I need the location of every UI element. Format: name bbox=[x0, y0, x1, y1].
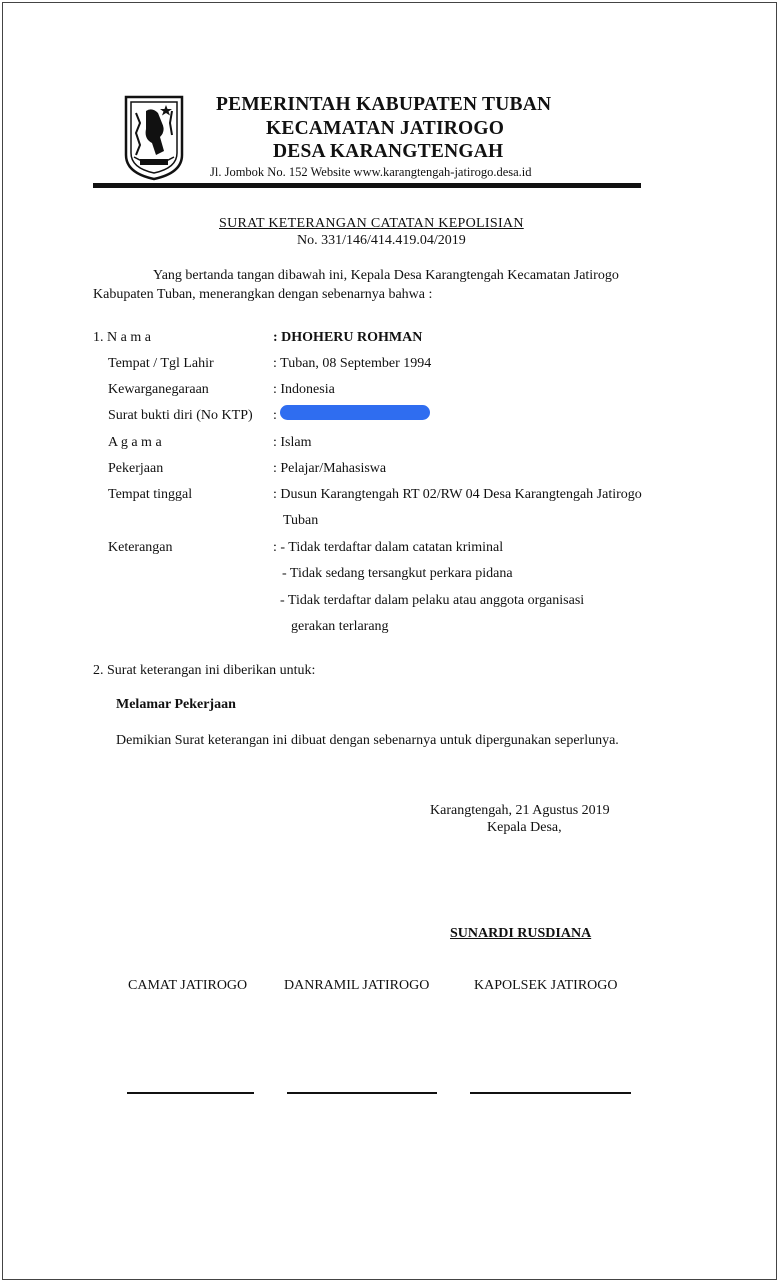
field-value-occupation: : Pelajar/Mahasiswa bbox=[273, 461, 387, 476]
header-village: DESA KARANGTENGAH bbox=[273, 141, 504, 162]
field-value-remarks-1: : - Tidak terdaftar dalam catatan kriminal bbox=[273, 540, 504, 555]
field-value-citizenship: : Indonesia bbox=[273, 382, 335, 397]
field-label-remarks: Keterangan bbox=[108, 540, 173, 555]
endorser-danramil: DANRAMIL JATIROGO bbox=[284, 978, 430, 993]
field-value-remarks-2: - Tidak sedang tersangkut perkara pidana bbox=[282, 566, 513, 581]
field-value-residence-2: Tuban bbox=[283, 513, 319, 528]
field-label-ktp: Surat bukti diri (No KTP) bbox=[108, 408, 253, 423]
endorser-kapolsek: KAPOLSEK JATIROGO bbox=[474, 978, 618, 993]
document-title: SURAT KETERANGAN CATATAN KEPOLISIAN bbox=[219, 216, 524, 231]
signature-place-date: Karangtengah, 21 Agustus 2019 bbox=[430, 803, 610, 818]
field-value-residence-1: : Dusun Karangtengah RT 02/RW 04 Desa Karangtengah Jatirogo bbox=[273, 487, 642, 502]
document-page bbox=[2, 2, 777, 1280]
signature-line-camat bbox=[127, 1092, 254, 1094]
field-label-birth: Tempat / Tgl Lahir bbox=[108, 356, 214, 371]
header-address: Jl. Jombok No. 152 Website www.karangtengah-jatirogo.desa.id bbox=[210, 165, 532, 179]
signature-line-kapolsek bbox=[470, 1092, 631, 1094]
field-value-remarks-3: - Tidak terdaftar dalam pelaku atau anggota organisasi bbox=[280, 593, 585, 608]
letterhead-divider bbox=[93, 183, 641, 188]
purpose-intro: 2. Surat keterangan ini diberikan untuk: bbox=[93, 663, 316, 678]
signature-name: SUNARDI RUSDIANA bbox=[450, 926, 592, 941]
field-value-birth: : Tuban, 08 September 1994 bbox=[273, 356, 432, 371]
header-government: PEMERINTAH KABUPATEN TUBAN bbox=[216, 94, 552, 115]
field-label-residence: Tempat tinggal bbox=[108, 487, 193, 502]
redaction-mark bbox=[280, 405, 430, 420]
signature-line-danramil bbox=[287, 1092, 437, 1094]
field-value-remarks-4: gerakan terlarang bbox=[291, 619, 389, 634]
field-label-religion: A g a m a bbox=[108, 435, 162, 450]
intro-line-1: Yang bertanda tangan dibawah ini, Kepala Desa Karangtengah Kecamatan Jatirogo bbox=[153, 268, 619, 283]
document-number: No. 331/146/414.419.04/2019 bbox=[297, 233, 466, 248]
field-label-citizenship: Kewarganegaraan bbox=[108, 382, 209, 397]
purpose-value: Melamar Pekerjaan bbox=[116, 697, 236, 712]
field-value-religion: : Islam bbox=[273, 435, 312, 450]
closing-statement: Demikian Surat keterangan ini dibuat dengan sebenarnya untuk dipergunakan seperlunya. bbox=[116, 733, 619, 748]
field-label-occupation: Pekerjaan bbox=[108, 461, 164, 476]
field-label-name: 1. N a m a bbox=[93, 330, 151, 345]
signature-role: Kepala Desa, bbox=[487, 820, 562, 835]
header-district: KECAMATAN JATIROGO bbox=[266, 118, 505, 139]
endorser-camat: CAMAT JATIROGO bbox=[128, 978, 248, 993]
field-value-ktp-colon: : bbox=[273, 408, 277, 423]
regency-seal-logo bbox=[122, 93, 186, 181]
intro-line-2: Kabupaten Tuban, menerangkan dengan sebenarnya bahwa : bbox=[93, 287, 433, 302]
field-value-name: : DHOHERU ROHMAN bbox=[273, 330, 423, 345]
